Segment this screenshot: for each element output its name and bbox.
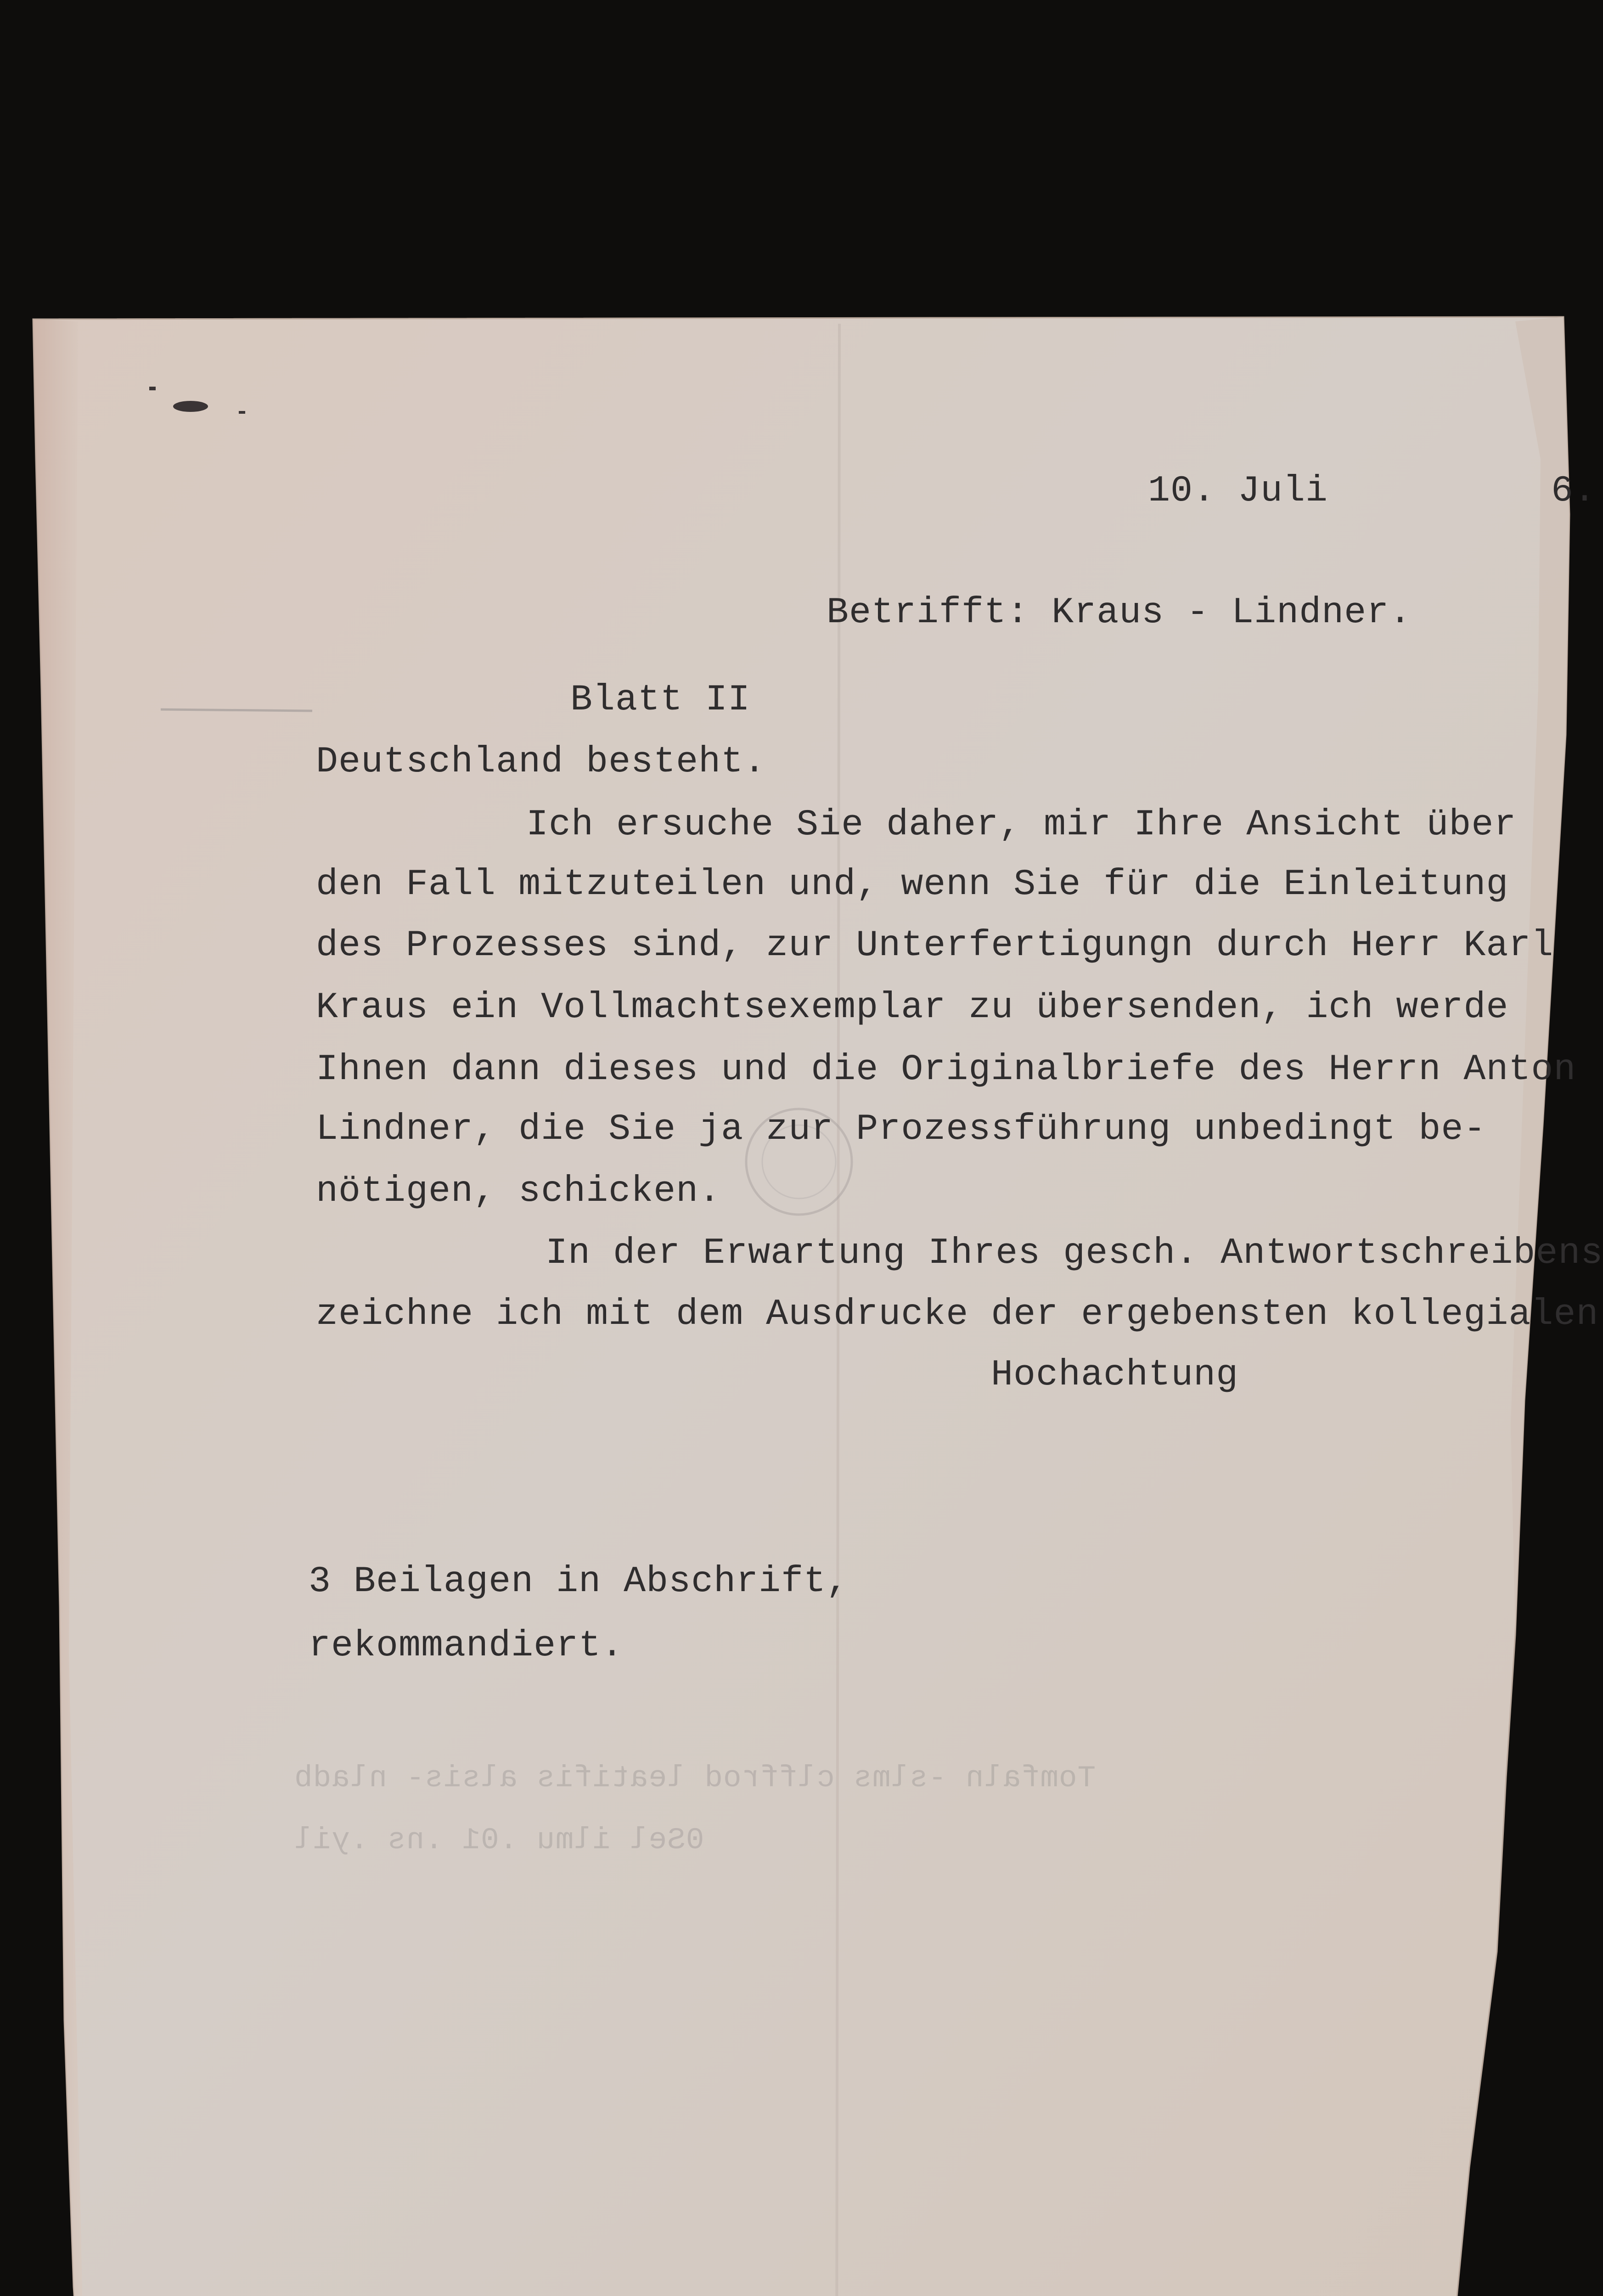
- closing-salutation: Hochachtung: [991, 1354, 1239, 1396]
- sheet-label: Blatt II: [570, 679, 751, 721]
- body-line-4: des Prozesses sind, zur Unterfertigungn durch Herr Karl: [316, 925, 1554, 967]
- body-line-6: Ihnen dann dieses und die Originalbriefe des Herrn Anton: [316, 1049, 1576, 1091]
- body-line-2: Ich ersuche Sie daher, mir Ihre Ansicht über: [526, 804, 1517, 846]
- show-through-line-2: 0Sel ilmu .01 .ns .yil: [294, 1823, 704, 1857]
- body-line-8: nötigen, schicken.: [316, 1171, 721, 1212]
- letter-date: 10. Juli: [1148, 470, 1328, 512]
- body-line-10: zeichne ich mit dem Ausdrucke der ergebensten kollegialen: [316, 1294, 1599, 1335]
- page-number: 6.: [1551, 470, 1597, 512]
- enclosures-note: 3 Beilagen in Abschrift,: [309, 1561, 849, 1603]
- show-through-line-1: Tomfaln -slms clffrod leatifis alsis- nladb: [294, 1761, 1096, 1795]
- body-line-1: Deutschland besteht.: [316, 741, 766, 783]
- delivery-note: rekommandiert.: [309, 1625, 624, 1667]
- body-line-3: den Fall mitzuteilen und, wenn Sie für die Einleitung: [316, 864, 1509, 906]
- body-line-9: In der Erwartung Ihres gesch. Antwortschreibens: [546, 1232, 1603, 1274]
- body-line-5: Kraus ein Vollmachtsexemplar zu übersenden, ich werde: [316, 987, 1509, 1029]
- body-line-7: Lindner, die Sie ja zur Prozessführung unbedingt be-: [316, 1109, 1486, 1150]
- subject-line: Betrifft: Kraus - Lindner.: [827, 592, 1412, 634]
